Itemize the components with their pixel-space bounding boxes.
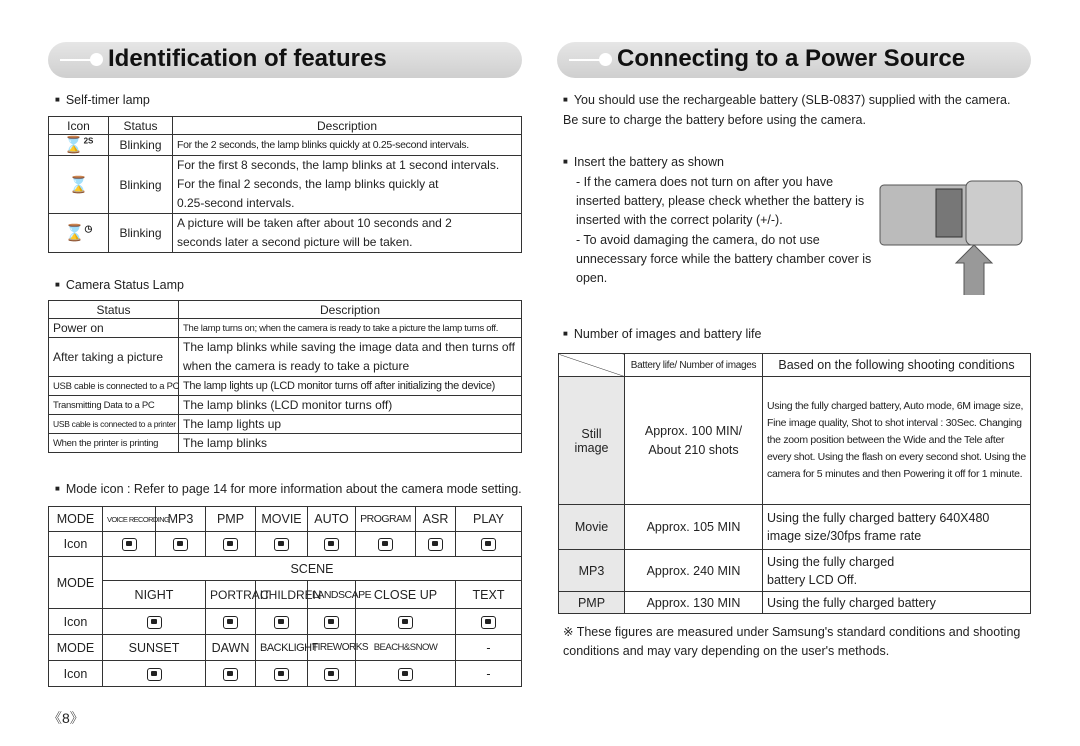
scene-landscape: LANDSCAPE <box>308 581 356 609</box>
cond-still: Using the fully charged battery, Auto mode, 6M image size, Fine image quality, Shot to shot interval : 30Sec. Changing the zoom position between the Wide and the Tele after every shot. Using the flash on every second shot. Using the camera for 5 minutes and then Powering it off for 1 minute. <box>763 377 1031 505</box>
mode-icon-table <box>48 506 522 687</box>
mode-program: PROGRAM <box>356 507 416 532</box>
table-cell: The lamp blinks <box>179 434 522 453</box>
table-cell: The lamp turns on; when the camera is ready to take a picture the lamp turns off. <box>179 319 522 338</box>
col-battery-life: Battery life/ Number of images <box>625 354 763 377</box>
table-cell: USB cable is connected to a PC <box>49 377 179 396</box>
table-cell: Power on <box>49 319 179 338</box>
table-cell: Blinking <box>109 156 173 214</box>
section-header-features <box>48 42 522 78</box>
life-pmp: Approx. 130 MIN <box>625 592 763 614</box>
table-cell: The lamp blinks while saving the image data and then turns off when the camera is ready to take a picture <box>179 338 522 377</box>
features-title: Identification of features <box>108 45 387 72</box>
mode-label: MODE <box>49 557 103 609</box>
mode-pmp: PMP <box>206 507 256 532</box>
status-lamp-table <box>48 300 522 453</box>
desc-line: For the final 2 seconds, the lamp blinks quickly at <box>177 177 439 191</box>
flower-icon <box>398 616 413 629</box>
cond-pmp: Using the fully charged battery <box>763 592 1031 614</box>
dash: - <box>456 661 522 687</box>
backlight-icon <box>274 668 289 681</box>
table-cell: The lamp blinks (LCD monitor turns off) <box>179 396 522 415</box>
night-icon <box>147 616 162 629</box>
insert-title: ■ Insert the battery as shown <box>563 153 724 173</box>
table-cell: For the 2 seconds, the lamp blinks quickly at 0.25-second intervals. <box>173 135 522 156</box>
life-still: Approx. 100 MIN/ About 210 shots <box>625 377 763 505</box>
movie-camera-icon <box>274 538 289 551</box>
desc-line: A picture will be taken after about 10 seconds and 2 <box>177 216 452 230</box>
scene-dawn: DAWN <box>206 635 256 661</box>
mode-voice: VOICE RECORDING <box>103 507 156 532</box>
scene-sunset: SUNSET <box>103 635 206 661</box>
life-mp3: Approx. 240 MIN <box>625 550 763 592</box>
section-header-power <box>557 42 1031 78</box>
scene-fireworks: FIREWORKS <box>308 635 356 661</box>
timer-double-icon: ⌛◷ <box>49 214 109 253</box>
col-status: Status <box>49 301 179 319</box>
status-lamp-title: ■ Camera Status Lamp <box>55 276 184 296</box>
self-timer-table <box>48 116 522 253</box>
mode-auto: AUTO <box>308 507 356 532</box>
mode-movie: Movie <box>559 505 625 550</box>
timer-2s-icon: ⌛$^{2S}$ <box>49 135 109 156</box>
icon-label: Icon <box>49 532 103 557</box>
scene-text: TEXT <box>456 581 522 609</box>
insert-note-1: - If the camera does not turn on after you have inserted battery, please check whether the battery is inserted with the correct polarity (+/-). <box>576 175 865 227</box>
table-cell: After taking a picture <box>49 338 179 377</box>
scene-closeup: CLOSE UP <box>356 581 456 609</box>
battery-intro: ■ You should use the rechargeable battery (SLB-0837) supplied with the camera. Be sure to charge the battery before using the camera. <box>563 91 1028 130</box>
scene-backlight: BACKLIGHT <box>256 635 308 661</box>
beach-snow-icon <box>398 668 413 681</box>
mode-label: MODE <box>49 507 103 532</box>
play-icon <box>481 538 496 551</box>
mode-mp3: MP3 <box>156 507 206 532</box>
table-cell: When the printer is printing <box>49 434 179 453</box>
fireworks-icon <box>324 668 339 681</box>
life-movie: Approx. 105 MIN <box>625 505 763 550</box>
desc-line: seconds later a second picture will be taken. <box>177 235 413 249</box>
mode-still: Still image <box>559 377 625 505</box>
desc-line: 0.25-second intervals. <box>177 196 295 210</box>
col-description: Description <box>179 301 522 319</box>
sunset-icon <box>147 668 162 681</box>
mode-play: PLAY <box>456 507 522 532</box>
camera-icon <box>324 538 339 551</box>
battery-life-title: ■ Number of images and battery life <box>563 325 761 345</box>
icon-label: Icon <box>49 609 103 635</box>
timer-10s-icon: ⌛ <box>49 156 109 214</box>
landscape-icon <box>324 616 339 629</box>
corner-cell <box>559 354 625 377</box>
page-number: 《8》 <box>48 710 84 726</box>
col-status: Status <box>109 117 173 135</box>
desc-line: For the first 8 seconds, the lamp blinks at 1 second intervals. <box>177 158 500 172</box>
col-icon: Icon <box>49 117 109 135</box>
power-title: Connecting to a Power Source <box>617 45 966 72</box>
mode-label: MODE <box>49 635 103 661</box>
table-cell: Transmitting Data to a PC <box>49 396 179 415</box>
mode-asr: ASR <box>416 507 456 532</box>
cond-mp3: Using the fully charged battery LCD Off. <box>763 550 1031 592</box>
mode-mp3: MP3 <box>559 550 625 592</box>
mode-icon-title: ■ Mode icon : Refer to page 14 for more information about the camera mode setting. <box>55 480 522 500</box>
col-conditions: Based on the following shooting conditions <box>763 354 1031 377</box>
text-icon <box>481 616 496 629</box>
dash: - <box>456 635 522 661</box>
mode-movie: MOVIE <box>256 507 308 532</box>
table-cell: The lamp lights up (LCD monitor turns off after initializing the device) <box>179 377 522 396</box>
battery-insertion-illustration <box>878 175 1028 295</box>
dawn-icon <box>223 668 238 681</box>
icon-label: Icon <box>49 661 103 687</box>
col-description: Description <box>173 117 522 135</box>
children-icon <box>274 616 289 629</box>
voice-recording-icon <box>122 538 137 551</box>
table-cell: USB cable is connected to a printer <box>49 415 179 434</box>
scene-beach-snow: BEACH&SNOW <box>356 635 456 661</box>
asr-icon <box>428 538 443 551</box>
self-timer-title: ■ Self-timer lamp <box>55 91 150 111</box>
battery-life-table <box>558 353 1031 614</box>
table-cell: The lamp lights up <box>179 415 522 434</box>
footnote: ※ These figures are measured under Samsung's standard conditions and shooting conditions and may vary depending on the user's methods. <box>563 625 1021 658</box>
cond-movie: Using the fully charged battery 640X480 image size/30fps frame rate <box>763 505 1031 550</box>
film-icon <box>223 538 238 551</box>
program-icon <box>378 538 393 551</box>
insert-note-2: - To avoid damaging the camera, do not use unnecessary force while the battery chamber cover is open. <box>576 233 872 285</box>
headphones-icon <box>173 538 188 551</box>
scene-portrait: PORTRAIT <box>206 581 256 609</box>
scene-night: NIGHT <box>103 581 206 609</box>
scene-label: SCENE <box>103 557 522 581</box>
table-cell: Blinking <box>109 135 173 156</box>
table-cell: Blinking <box>109 214 173 253</box>
scene-children: CHILDREN <box>256 581 308 609</box>
mode-pmp: PMP <box>559 592 625 614</box>
portrait-icon <box>223 616 238 629</box>
